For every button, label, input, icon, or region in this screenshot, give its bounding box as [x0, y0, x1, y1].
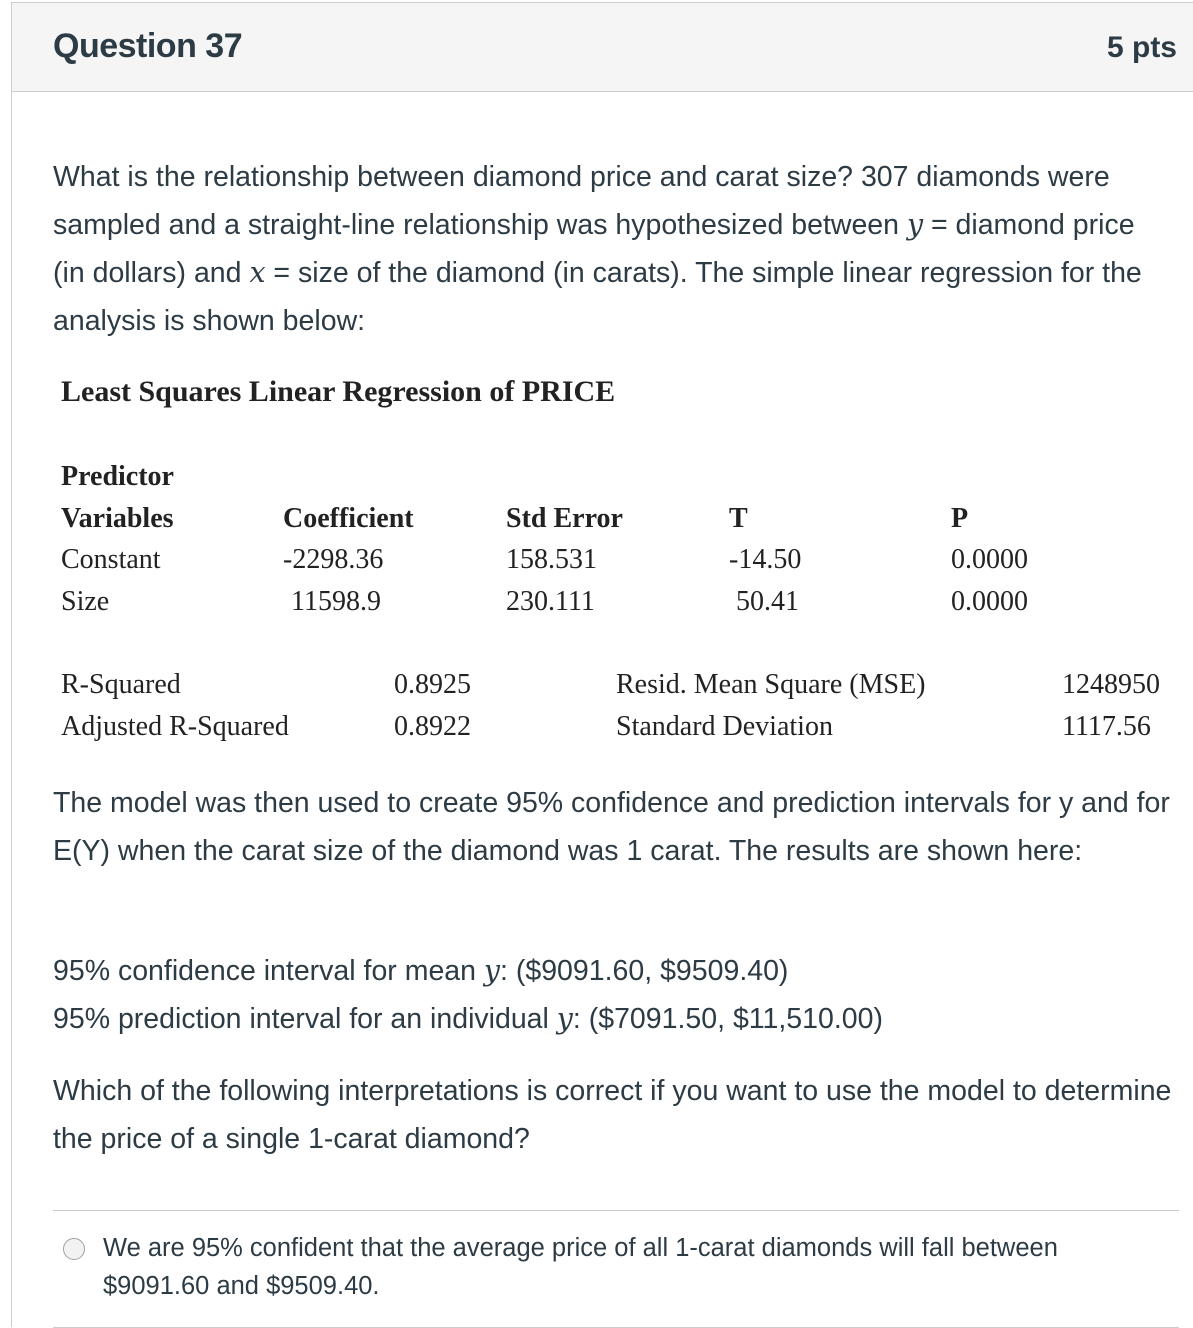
ci-variable: y — [483, 954, 501, 987]
row-constant-std-error: 158.531 — [506, 544, 597, 575]
row-constant-p: 0.0000 — [951, 544, 1028, 575]
r-squared-label: R-Squared — [61, 669, 181, 700]
question-header — [12, 3, 1193, 92]
answer-radio[interactable] — [63, 1238, 85, 1260]
answer-option[interactable] — [53, 1210, 1179, 1328]
adj-r-squared-label: Adjusted R-Squared — [61, 711, 289, 742]
ci-prefix: 95% confidence interval for mean — [53, 955, 484, 987]
row-size-t: 50.41 — [736, 586, 799, 617]
r-squared-value: 0.8925 — [394, 669, 471, 700]
header-std-error: Std Error — [506, 503, 623, 534]
pi-values: : ($7091.50, $11,510.00) — [572, 1003, 883, 1035]
ci-values: : ($9091.60, $9509.40) — [500, 955, 789, 987]
row-constant-t: -14.50 — [729, 544, 802, 575]
prediction-interval-line — [53, 995, 1173, 1043]
question-points: 5 pts — [1106, 31, 1177, 64]
question-prompt: Which of the following interpretations is correct if you want to use the model to determine the price of a single 1-carat diamond? — [53, 1075, 1172, 1155]
pi-prefix: 95% prediction interval for an individual — [53, 1003, 557, 1035]
row-size-coefficient: 11598.9 — [291, 586, 381, 617]
x-variable: x — [249, 256, 266, 289]
adj-r-squared-value: 0.8922 — [394, 711, 471, 742]
row-size-variable: Size — [61, 586, 110, 617]
row-size-p: 0.0000 — [951, 586, 1028, 617]
answer-option-text[interactable]: We are 95% confident that the average price of all 1-carat diamonds will fall between $9091.60 and $9509.40. — [103, 1234, 1058, 1300]
intro-paragraph — [53, 153, 1173, 345]
y-variable: y — [906, 208, 924, 241]
header-t: T — [729, 503, 748, 534]
header-p: P — [951, 503, 969, 534]
question-title: Question 37 — [53, 27, 243, 65]
sd-label: Standard Deviation — [616, 711, 833, 742]
regression-title: Least Squares Linear Regression of PRICE — [61, 375, 616, 408]
intro-text-3: = size of the diamond (in carats). The simple linear regression for the analysis is shown below: — [53, 257, 1142, 337]
confidence-interval-line — [53, 947, 1173, 995]
header-predictor: Predictor — [61, 461, 174, 492]
row-constant-variable: Constant — [61, 544, 161, 575]
question-card — [11, 2, 1193, 1327]
mse-label: Resid. Mean Square (MSE) — [616, 669, 926, 700]
mse-value: 1248950 — [1062, 669, 1160, 700]
header-variables: Variables — [61, 503, 174, 534]
pi-variable: y — [556, 1002, 573, 1035]
row-constant-coefficient: -2298.36 — [283, 544, 384, 575]
model-paragraph: The model was then used to create 95% confidence and prediction intervals for y and for E(Y) when the carat size of the diamond was 1 carat. The results are shown here: — [53, 787, 1170, 867]
intro-text-2: = diamond price (in dollars) and — [53, 209, 1135, 289]
header-coefficient: Coefficient — [283, 503, 414, 534]
sd-value: 1117.56 — [1062, 711, 1151, 742]
intro-text-1: What is the relationship between diamond price and carat size? 307 diamonds were sampled and a straight-line relationship was hypothesized between — [53, 161, 1110, 241]
row-size-std-error: 230.111 — [506, 586, 595, 617]
